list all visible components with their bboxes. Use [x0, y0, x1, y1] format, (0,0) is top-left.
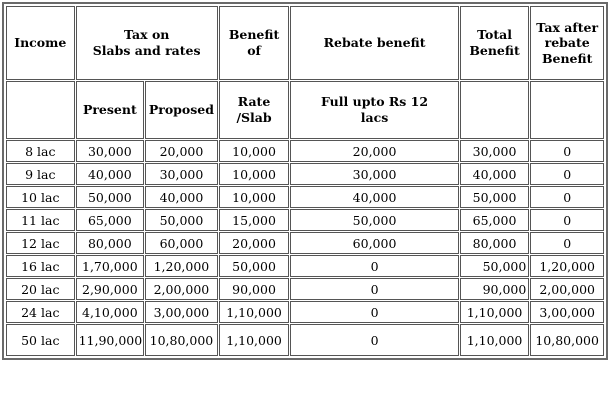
cell-tax-after: 0 [530, 140, 604, 162]
table-row [6, 186, 604, 208]
cell-tax-after: 2,00,000 [530, 278, 604, 300]
cell-rate-slab: 10,000 [219, 186, 290, 208]
cell-tax-after: 0 [530, 209, 604, 231]
cell-present: 80,000 [76, 232, 145, 254]
cell-income: 11 lac [6, 209, 75, 231]
cell-proposed: 1,20,000 [145, 255, 218, 277]
header-total-benefit: Total Benefit [460, 6, 530, 80]
cell-rate-slab: 10,000 [219, 140, 290, 162]
cell-tax-after: 0 [530, 163, 604, 185]
header-total-blank [460, 81, 530, 139]
cell-rate-slab: 1,10,000 [219, 324, 290, 356]
header-tax-on: Tax on Slabs and rates [76, 6, 218, 80]
header-tax-after-blank [530, 81, 604, 139]
header-income: Income [6, 6, 75, 80]
cell-rate-slab: 50,000 [219, 255, 290, 277]
table-row [6, 301, 604, 323]
cell-proposed: 10,80,000 [145, 324, 218, 356]
cell-rebate: 30,000 [290, 163, 458, 185]
cell-income: 16 lac [6, 255, 75, 277]
cell-total: 80,000 [460, 232, 530, 254]
cell-income: 50 lac [6, 324, 75, 356]
table-row [6, 140, 604, 162]
cell-tax-after: 3,00,000 [530, 301, 604, 323]
header-row-main [6, 6, 604, 80]
cell-proposed: 2,00,000 [145, 278, 218, 300]
cell-rebate: 0 [290, 324, 458, 356]
header-income-blank [6, 81, 75, 139]
cell-present: 4,10,000 [76, 301, 145, 323]
cell-tax-after: 0 [530, 186, 604, 208]
cell-rate-slab: 10,000 [219, 163, 290, 185]
cell-present: 2,90,000 [76, 278, 145, 300]
cell-total: 90,000 [460, 278, 530, 300]
cell-total: 65,000 [460, 209, 530, 231]
table-row [6, 255, 604, 277]
cell-rebate: 40,000 [290, 186, 458, 208]
table-row [6, 163, 604, 185]
cell-rebate: 0 [290, 301, 458, 323]
header-rate-slab: Rate /Slab [219, 81, 290, 139]
cell-rebate: 50,000 [290, 209, 458, 231]
header-proposed: Proposed [145, 81, 218, 139]
header-full-upto: Full upto Rs 12 lacs [290, 81, 458, 139]
cell-total: 50,000 [460, 255, 530, 277]
cell-income: 20 lac [6, 278, 75, 300]
cell-total: 30,000 [460, 140, 530, 162]
cell-present: 11,90,000 [76, 324, 145, 356]
cell-tax-after: 1,20,000 [530, 255, 604, 277]
header-rebate-benefit: Rebate benefit [290, 6, 458, 80]
cell-present: 40,000 [76, 163, 145, 185]
cell-rate-slab: 20,000 [219, 232, 290, 254]
cell-rebate: 0 [290, 255, 458, 277]
cell-present: 65,000 [76, 209, 145, 231]
cell-total: 40,000 [460, 163, 530, 185]
cell-proposed: 20,000 [145, 140, 218, 162]
cell-present: 1,70,000 [76, 255, 145, 277]
header-benefit-of: Benefit of [219, 6, 290, 80]
header-tax-after-rebate: Tax after rebate Benefit [530, 6, 604, 80]
cell-rebate: 20,000 [290, 140, 458, 162]
cell-proposed: 50,000 [145, 209, 218, 231]
cell-income: 10 lac [6, 186, 75, 208]
cell-rebate: 0 [290, 278, 458, 300]
cell-rate-slab: 15,000 [219, 209, 290, 231]
table-frame [2, 2, 608, 360]
cell-proposed: 60,000 [145, 232, 218, 254]
cell-income: 24 lac [6, 301, 75, 323]
cell-rate-slab: 1,10,000 [219, 301, 290, 323]
cell-tax-after: 10,80,000 [530, 324, 604, 356]
cell-income: 12 lac [6, 232, 75, 254]
cell-tax-after: 0 [530, 232, 604, 254]
cell-rate-slab: 90,000 [219, 278, 290, 300]
cell-income: 8 lac [6, 140, 75, 162]
cell-total: 1,10,000 [460, 301, 530, 323]
cell-proposed: 40,000 [145, 186, 218, 208]
cell-total: 1,10,000 [460, 324, 530, 356]
table-row [6, 278, 604, 300]
cell-total: 50,000 [460, 186, 530, 208]
cell-proposed: 3,00,000 [145, 301, 218, 323]
cell-rebate: 60,000 [290, 232, 458, 254]
cell-present: 50,000 [76, 186, 145, 208]
header-row-sub [6, 81, 604, 139]
cell-proposed: 30,000 [145, 163, 218, 185]
tax-comparison-table [5, 5, 605, 357]
table-row [6, 232, 604, 254]
cell-income: 9 lac [6, 163, 75, 185]
table-row [6, 209, 604, 231]
table-row [6, 324, 604, 356]
cell-present: 30,000 [76, 140, 145, 162]
header-present: Present [76, 81, 145, 139]
